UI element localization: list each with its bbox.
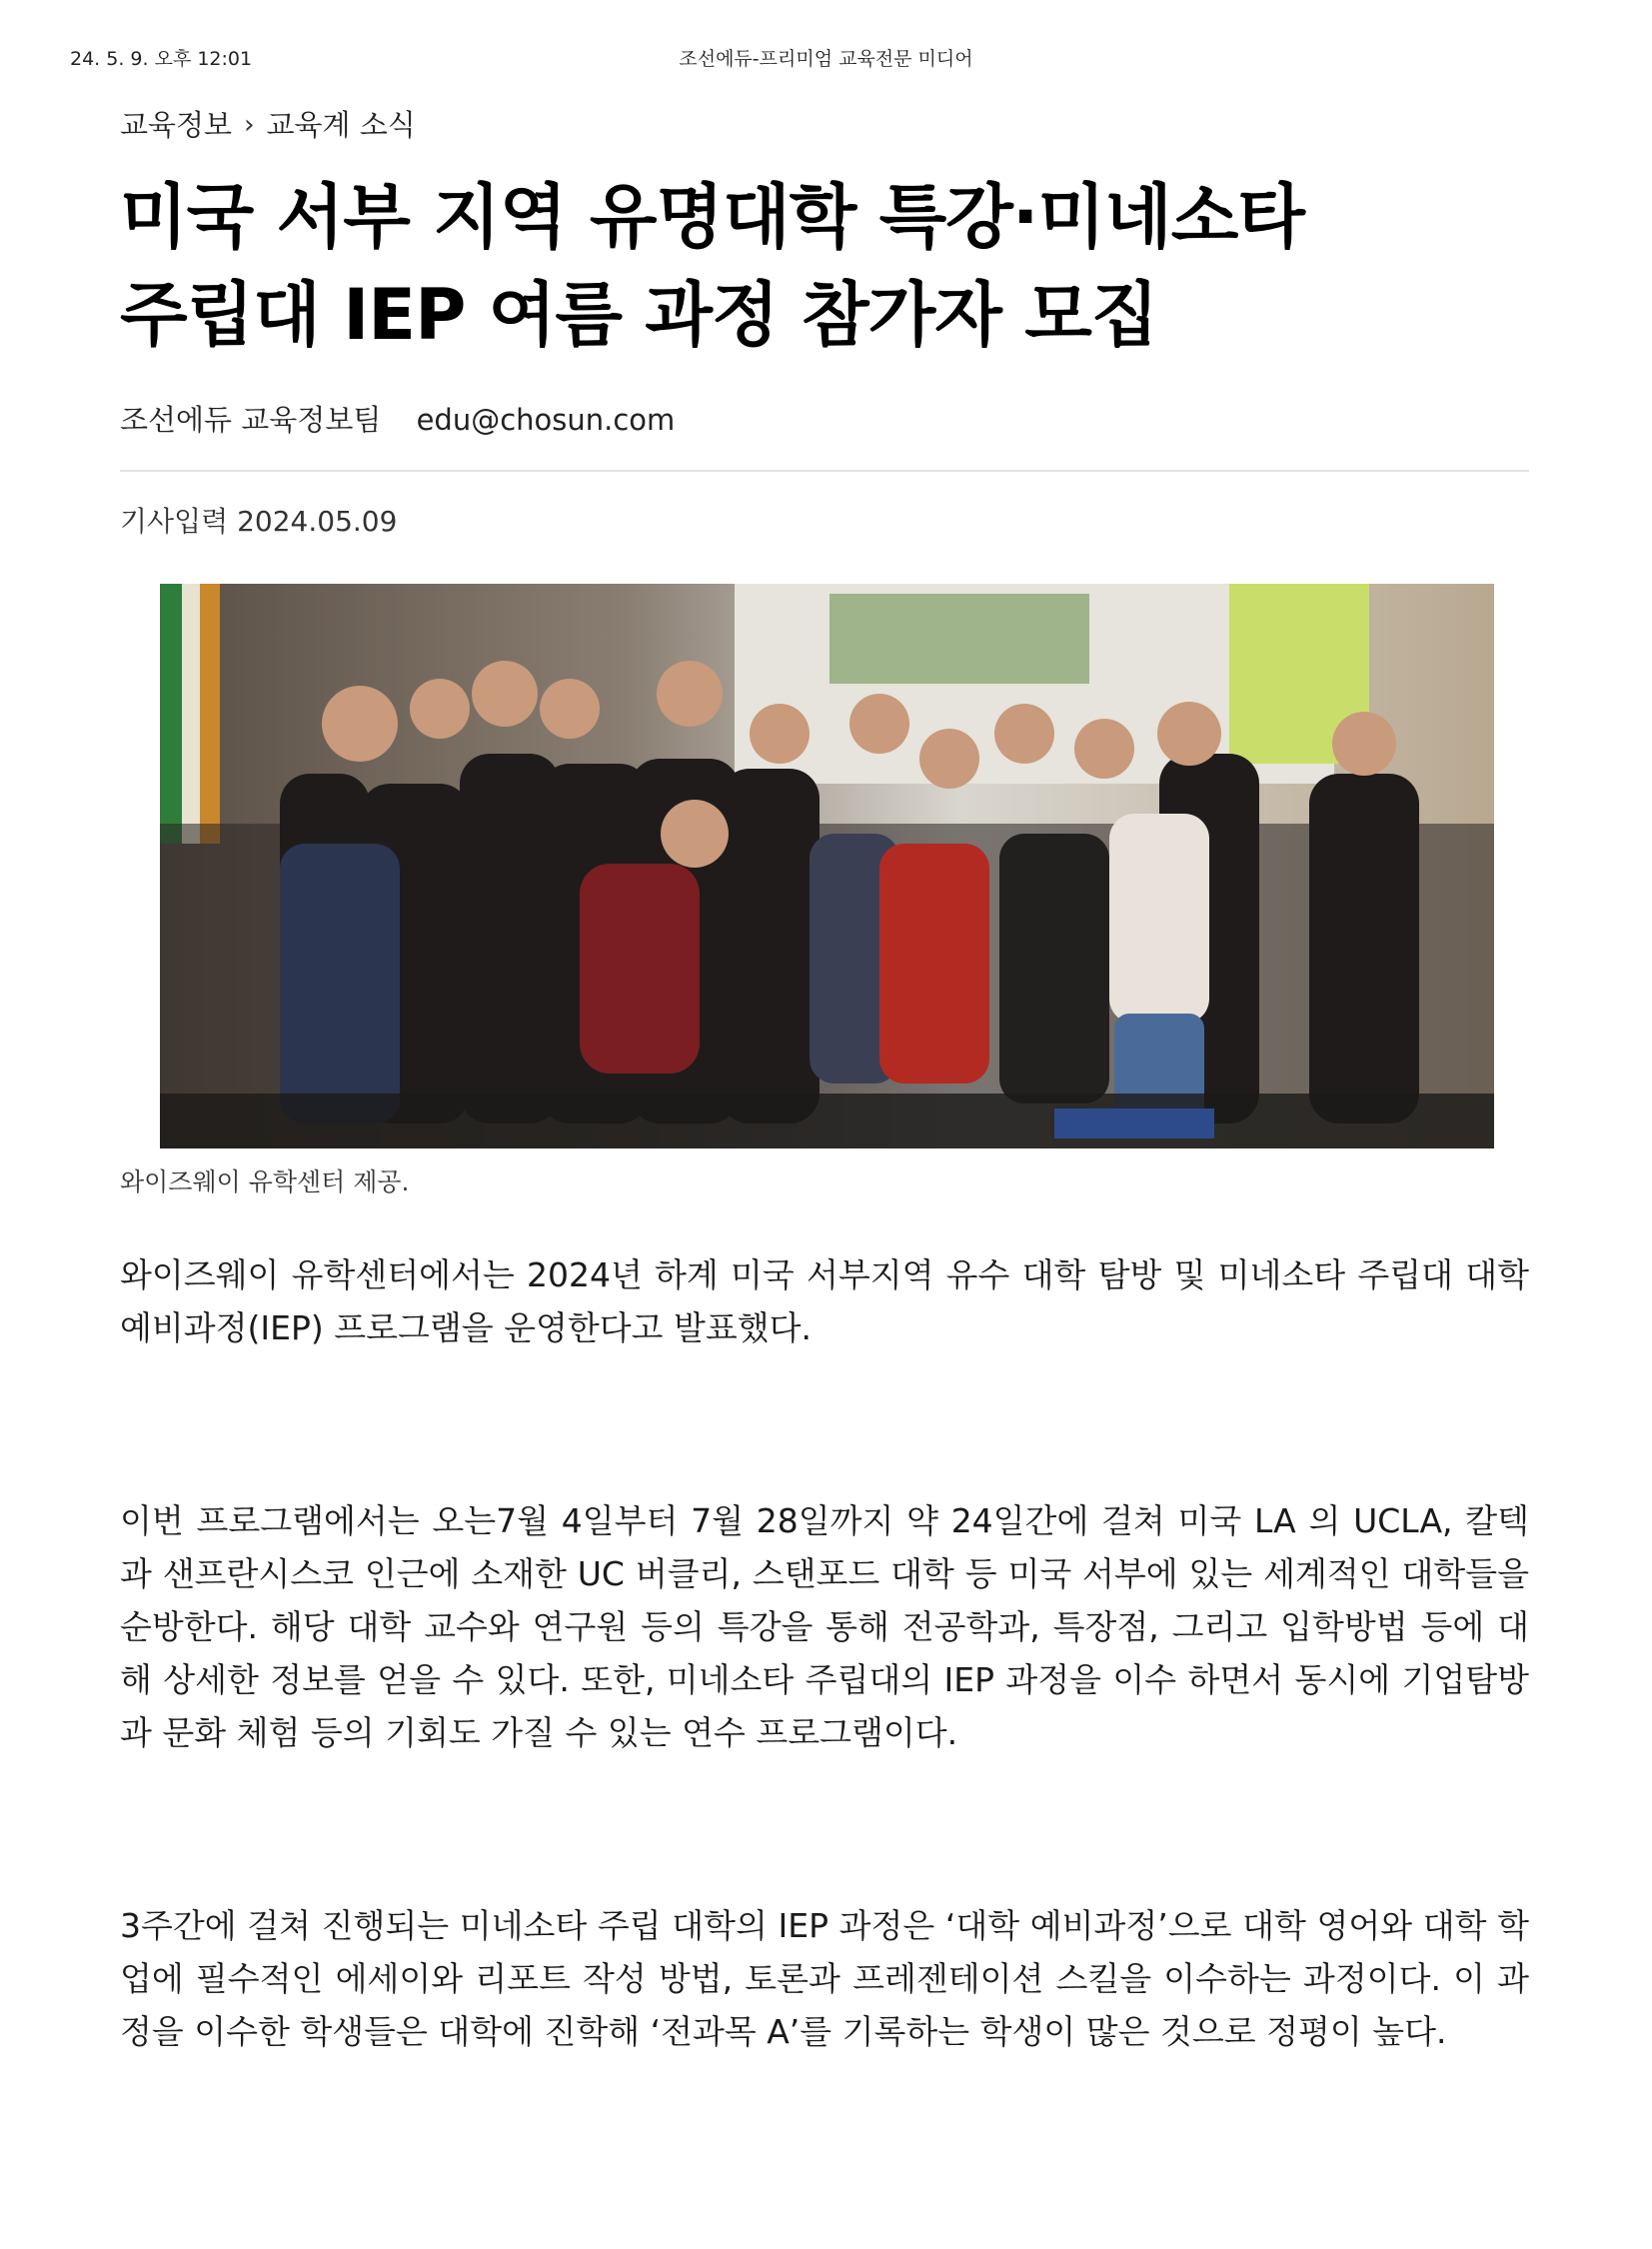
breadcrumb (120, 100, 1529, 150)
article-paragraph-2: 이번 프로그램에서는 오는7월 4일부터 7월 28일까지 약 24일간에 걸쳐 미국 LA 의 UCLA, 칼텍과 샌프란시스코 인근에 소재한 UC 버클리, 스탠포드 대학 등 미국 서부에 있는 세계적인 대학들을 순방한다. 해당 대학 교수와 연구원 등의 특강을 통해 전공학과, 특장점, 그리고 입학방법 등에 대해 상세한 정보를 얻을 수 있다. 또한, 미네소타 주립대의 IEP 과정을 이수 하면서 동시에 기업탐방과 문화 체험 등의 기회도 가질 수 있는 연수 프로그램이다. (120, 1501, 1529, 1752)
article-paragraph-3: 3주간에 걸쳐 진행되는 미네소타 주립 대학의 IEP 과정은 ‘대학 예비과정’으로 대학 영어와 대학 학업에 필수적인 에세이와 리포트 작성 방법, 토론과 프레젠테이션 스킬을 이수하는 과정이다. 이 과정을 이수한 학생들은 대학에 진학해 ‘전과목 A’를 기록하는 학생이 많은 것으로 정평이 높다. (120, 1906, 1529, 2051)
print-page-title: 조선에듀-프리미엄 교육전문 미디어 (679, 48, 973, 70)
article (120, 100, 1529, 2058)
article-headline (120, 168, 1529, 364)
headline-line-2: 주립대 IEP 여름 과정 참가자 모집 (120, 274, 1158, 356)
author-email[interactable]: edu@chosun.com (416, 403, 676, 437)
author-name: 조선에듀 교육정보팀 (120, 403, 382, 437)
article-photo (160, 584, 1494, 1148)
breadcrumb-subsection-link[interactable]: 교육계 소식 (266, 108, 416, 142)
group-photo-illustration (160, 584, 1494, 1148)
publish-date: 기사입력 2024.05.09 (120, 505, 398, 538)
divider (120, 470, 1529, 472)
headline-line-1: 미국 서부 지역 유명대학 특강·미네소타 (120, 176, 1304, 258)
print-datetime: 24. 5. 9. 오후 12:01 (70, 48, 253, 70)
chevron-right-icon: › (244, 110, 255, 140)
photo-caption: 와이즈웨이 유학센터 제공. (120, 1167, 410, 1196)
article-paragraph-1: 와이즈웨이 유학센터에서는 2024년 하계 미국 서부지역 유수 대학 탐방 및 미네소타 주립대 대학 예비과정(IEP) 프로그램을 운영한다고 발표했다. (120, 1255, 1529, 1347)
print-header (0, 44, 1652, 74)
breadcrumb-section-link[interactable]: 교육정보 (120, 108, 233, 142)
byline (120, 400, 1529, 440)
